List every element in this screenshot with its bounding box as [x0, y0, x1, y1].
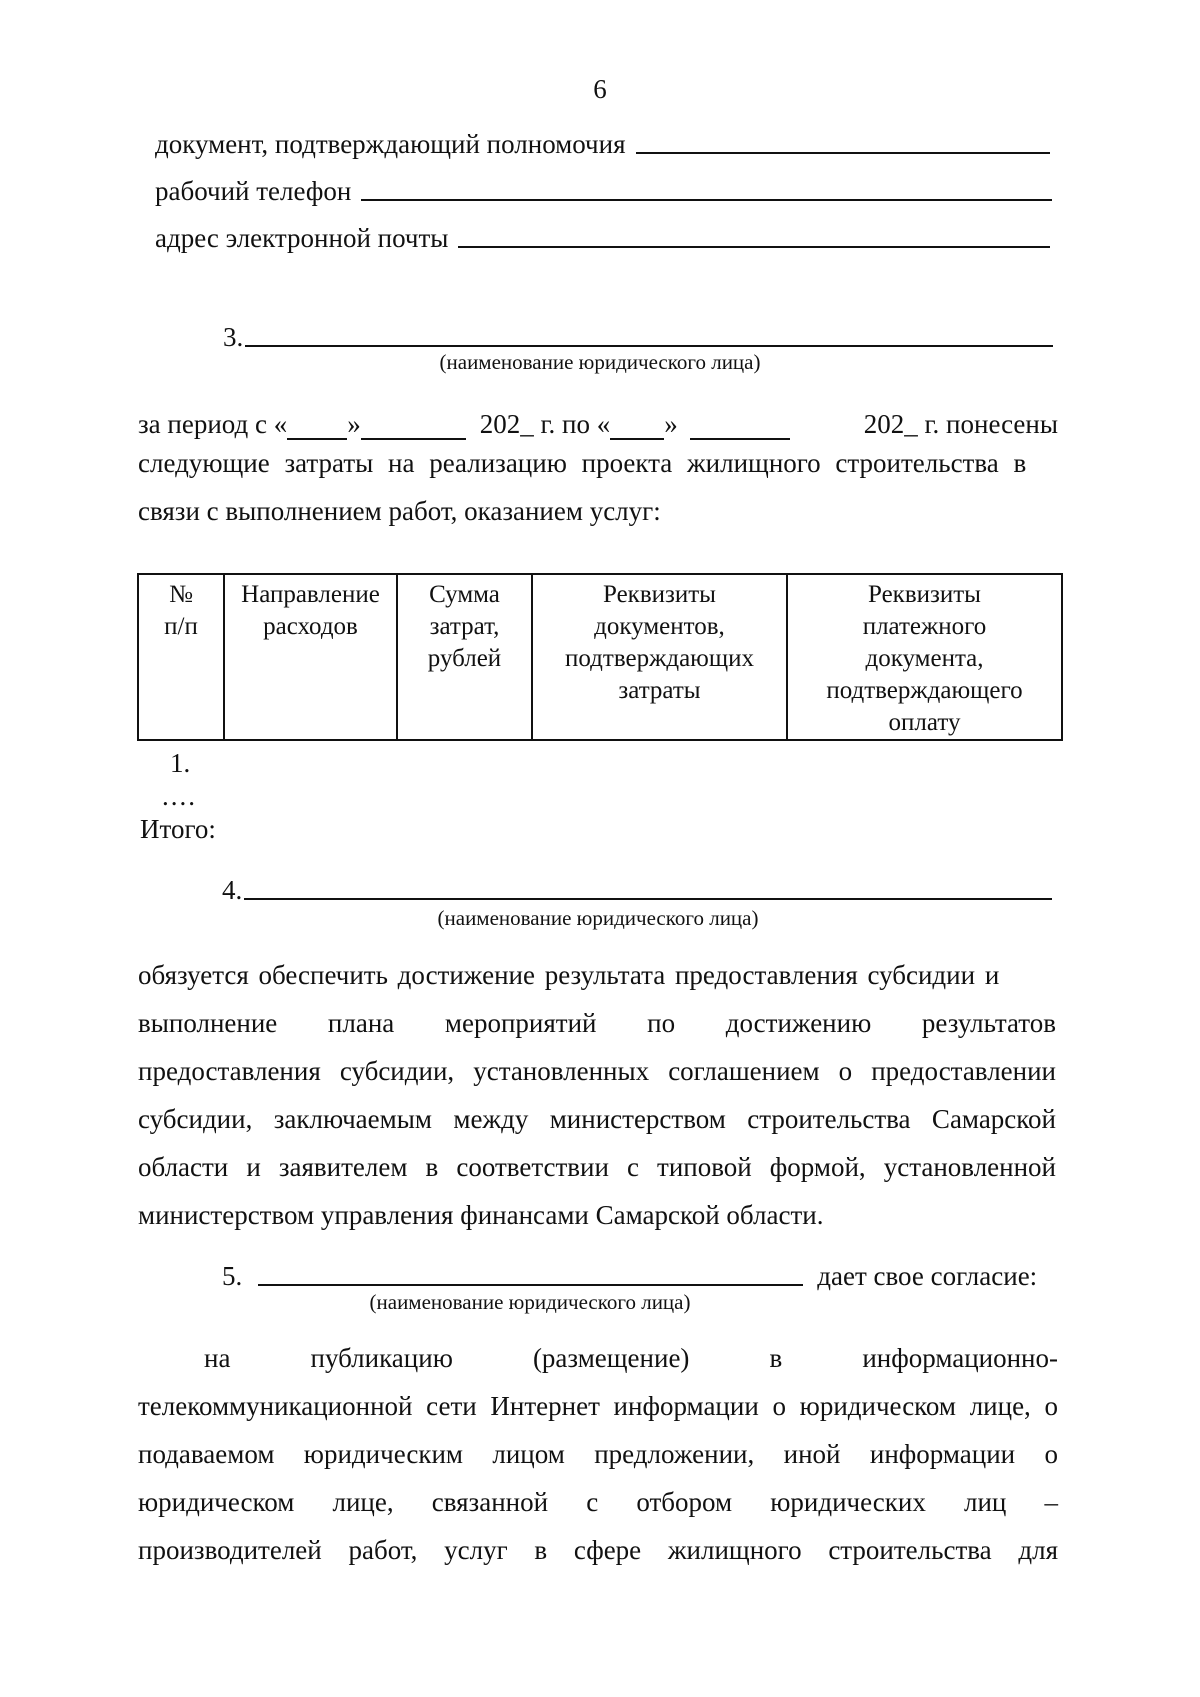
text-line-content: следующие затраты на реализацию проекта жилищного строительства в — [138, 448, 1027, 478]
field-label: документ, подтверждающий полномочия — [155, 129, 626, 159]
text-line-content: производителей работ, услуг в сфере жилищного строительства для — [138, 1535, 1058, 1565]
header-cost-documents: Реквизиты документов, подтверждающих затраты — [532, 574, 787, 740]
email-field — [155, 218, 1050, 254]
table-ellipsis: .... — [162, 781, 197, 811]
period-text: за период с « — [138, 409, 288, 439]
header-payment-document: Реквизиты платежного документа, подтверждающего оплату — [787, 574, 1062, 740]
text-line — [138, 1343, 1058, 1391]
section5-hint: (наименование юридического лица) — [369, 1290, 691, 1314]
section4-number: 4. — [222, 875, 243, 905]
table-header-row — [138, 574, 1062, 740]
period-text: 202_ г. по « — [479, 409, 611, 439]
text-line-content: министерством управления финансами Самарской области. — [138, 1200, 824, 1230]
day-blank — [610, 414, 664, 440]
text-line-content: выполнение плана мероприятий по достижению результатов — [138, 1008, 1056, 1038]
field-label: адрес электронной почты — [155, 223, 449, 253]
period-text: 202_ г. понесены — [863, 409, 1058, 439]
section4-paragraph — [138, 960, 1056, 1248]
month-blank — [690, 414, 790, 440]
text-line-content: на публикацию (размещение) в информационно- — [204, 1343, 1058, 1373]
section3-hint: (наименование юридического лица) — [439, 350, 761, 374]
text-line — [138, 1200, 1056, 1248]
work-phone-field — [155, 171, 1052, 207]
text-line-content: связи с выполнением работ, оказанием услуг: — [138, 496, 661, 526]
section5-suffix: дает свое согласие: — [817, 1261, 1038, 1291]
field-label: рабочий телефон — [155, 176, 352, 206]
text-line — [138, 1535, 1058, 1583]
text-line-content: юридическом лице, связанной с отбором юридических лиц – — [138, 1487, 1058, 1517]
text-line — [138, 960, 1056, 1008]
month-blank — [361, 414, 466, 440]
text-line-content: обязуется обеспечить достижение результата предоставления субсидии и — [138, 960, 1000, 990]
section3-number: 3. — [223, 322, 244, 352]
header-number: № п/п — [138, 574, 224, 740]
text-line-content: области и заявителем в соответствии с типовой формой, установленной — [138, 1152, 1056, 1182]
text-line — [138, 496, 1058, 536]
text-line-content: субсидии, заключаемым между министерством строительства Самарской — [138, 1104, 1056, 1134]
header-amount: Сумма затрат, рублей — [397, 574, 532, 740]
blank-line — [636, 152, 1050, 154]
text-line — [138, 1391, 1058, 1439]
text-line — [138, 1439, 1058, 1487]
period-text: » — [347, 409, 361, 439]
blank-line — [458, 246, 1050, 248]
day-blank — [287, 414, 347, 440]
text-line-content: предоставления субсидии, установленных соглашением о предоставлении — [138, 1056, 1056, 1086]
period-line — [138, 400, 1058, 440]
section5-entity-line — [222, 1256, 1042, 1292]
text-line — [138, 448, 1058, 488]
section5-number: 5. — [222, 1261, 243, 1291]
expenses-table — [137, 573, 1063, 741]
text-line — [138, 1487, 1058, 1535]
authority-document-field — [155, 124, 1050, 160]
text-line — [138, 1104, 1056, 1152]
table-row-1: 1. — [170, 748, 191, 778]
text-line — [138, 1056, 1056, 1104]
blank-line — [258, 1284, 803, 1286]
section3-paragraph — [138, 400, 1058, 536]
section4-hint: (наименование юридического лица) — [437, 906, 759, 930]
blank-line — [361, 199, 1052, 201]
section4-entity-line — [222, 870, 1052, 906]
section3-entity-line — [223, 317, 1053, 353]
blank-line — [245, 345, 1053, 347]
text-line-content: подаваемом юридическим лицом предложении, иной информации о — [138, 1439, 1058, 1469]
header-direction: Направление расходов — [224, 574, 397, 740]
section5-paragraph — [138, 1343, 1058, 1583]
text-line — [138, 1008, 1056, 1056]
text-line — [138, 1152, 1056, 1200]
page-number: 6 — [593, 74, 607, 104]
blank-line — [244, 898, 1052, 900]
period-text: » — [664, 409, 678, 439]
table-total: Итого: — [140, 814, 216, 844]
text-line-content: телекоммуникационной сети Интернет информации о юридическом лице, о — [138, 1391, 1058, 1421]
